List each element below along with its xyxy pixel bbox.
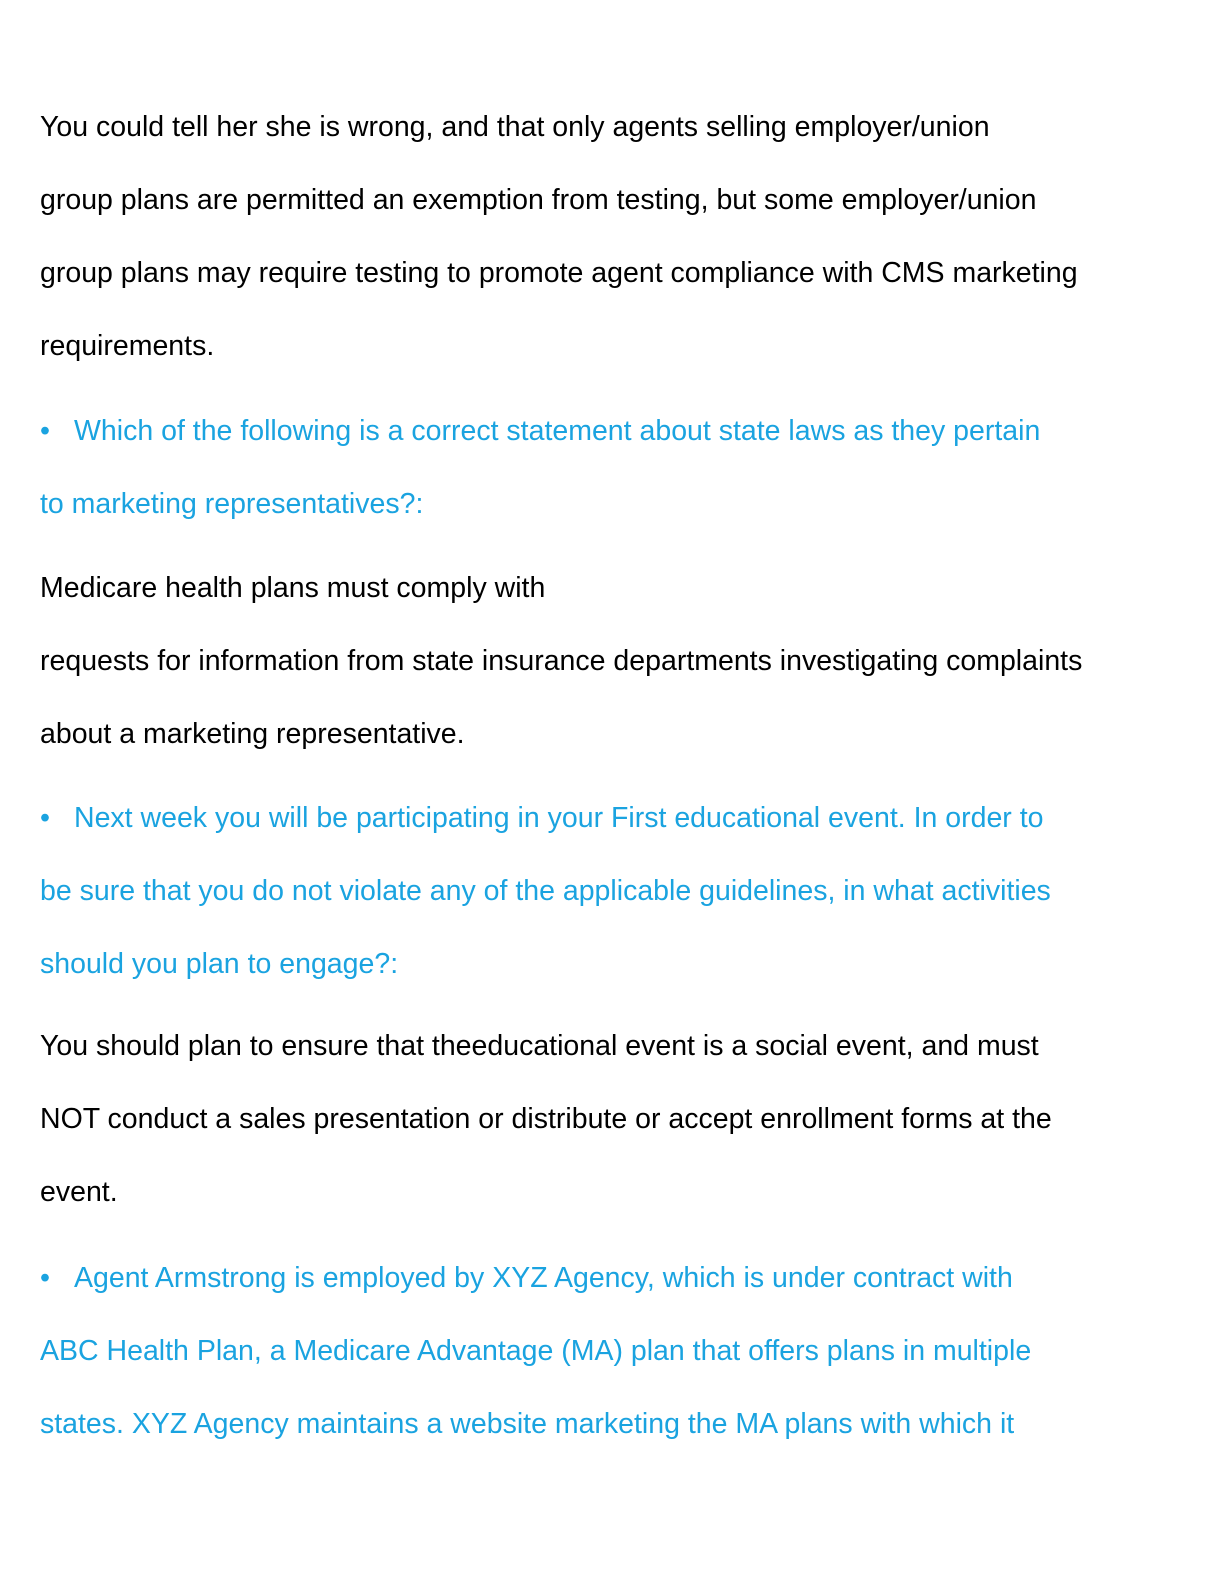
question-text: Next week you will be participating in your First educational event. In order to: [74, 802, 1044, 834]
question-line: [40, 1260, 1013, 1296]
answer-line: group plans may require testing to promote agent compliance with CMS marketing: [40, 257, 1078, 289]
answer-line: Medicare health plans must comply with: [40, 572, 546, 604]
answer-line: event.: [40, 1176, 118, 1208]
bullet-icon: •: [40, 802, 50, 834]
answer-line: group plans are permitted an exemption from testing, but some employer/union: [40, 184, 1037, 216]
answer-line: You could tell her she is wrong, and that only agents selling employer/union: [40, 111, 990, 143]
question-text: Which of the following is a correct statement about state laws as they pertain: [74, 415, 1041, 447]
question-line: [40, 800, 1044, 836]
question-line: to marketing representatives?:: [40, 488, 424, 520]
bullet-icon: •: [40, 1262, 50, 1294]
question-line: should you plan to engage?:: [40, 948, 399, 980]
question-line: be sure that you do not violate any of the applicable guidelines, in what activities: [40, 875, 1051, 907]
question-text: Agent Armstrong is employed by XYZ Agency, which is under contract with: [74, 1262, 1013, 1294]
bullet-icon: •: [40, 415, 50, 447]
answer-line: You should plan to ensure that theeducational event is a social event, and must: [40, 1030, 1039, 1062]
question-line: ABC Health Plan, a Medicare Advantage (MA) plan that offers plans in multiple: [40, 1335, 1032, 1367]
answer-line: NOT conduct a sales presentation or distribute or accept enrollment forms at the: [40, 1103, 1052, 1135]
answer-line: requirements.: [40, 330, 215, 362]
question-line: states. XYZ Agency maintains a website marketing the MA plans with which it: [40, 1408, 1015, 1440]
question-line: [40, 413, 1040, 449]
answer-line: about a marketing representative.: [40, 718, 465, 750]
answer-line: requests for information from state insurance departments investigating complaints: [40, 645, 1083, 677]
